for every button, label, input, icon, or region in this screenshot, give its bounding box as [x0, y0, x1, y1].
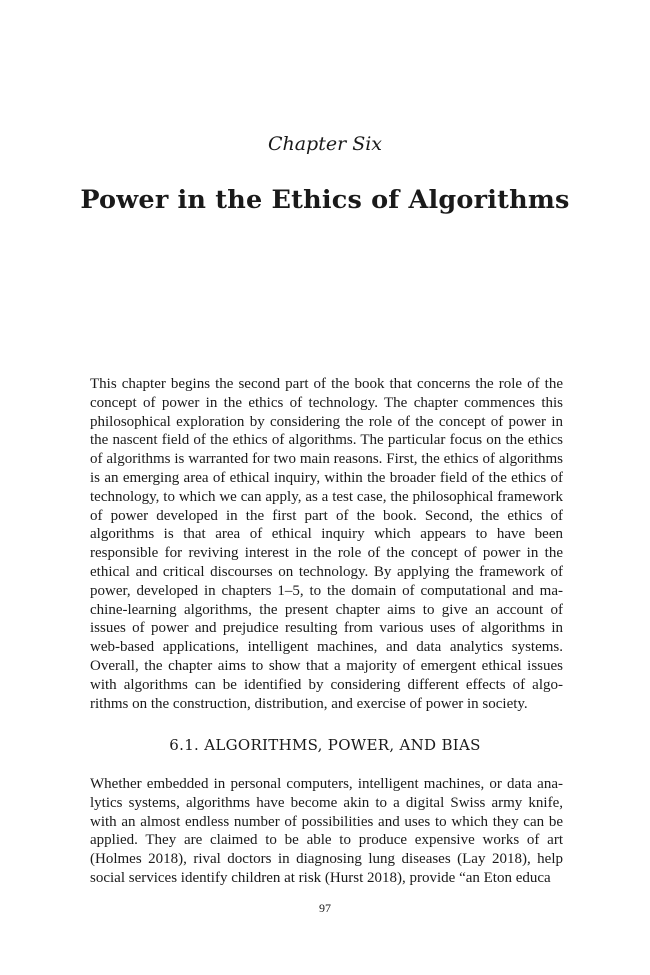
- chapter-title: Power in the Ethics of Algorithms: [80, 185, 570, 215]
- intro-paragraph: This chapter begins the second part of the book that concerns the role of the concept of power in the ethics of technology. The chapter commences this philosophical exploration by considering the role of the concept of power in the nascent field of the ethics of algorithms. The particular focus on the ethics of algorithms is warranted for two main reasons. First, the ethics of algorithms is an emerging area of ethical inquiry, within the broader field of the ethics of technology, to which we can apply, as a test case, the philosophical framework of power developed in the first part of the book. Second, the ethics of algorithms is that area of ethical inquiry which appears to have been responsible for reviving interest in the role of the concept of power in the ethical and critical discourses on technology. By applying the framework of power, developed in chapters 1–5, to the domain of computational and machine-learning algorithms, the present chapter aims to give an account of issues of power and prejudice resulting from various uses of algorithms in web-based applications, intelligent machines, and data analytics systems. Overall, the chapter aims to show that a majority of emergent ethical issues with algorithms can be identified by considering different effects of algorithms on the construction, distribution, and exercise of power in society.: [90, 376, 563, 712]
- page-number: 97: [319, 901, 331, 915]
- chapter-label: Chapter Six: [267, 133, 383, 155]
- section-heading: 6.1. ALGORITHMS, POWER, AND BIAS: [169, 736, 481, 754]
- section-paragraph: Whether embedded in personal computers, intelligent machines, or data analytics systems, algorithms have become akin to a digital Swiss army knife, with an almost endless number of possibilities and uses to which they can be applied. They are claimed to be able to produce expensive works of art (Holmes 2018), rival doctors in diagnosing lung diseases (Lay 2018), help social services identify children at risk (Hurst 2018), provide “an Eton educa: [90, 776, 563, 886]
